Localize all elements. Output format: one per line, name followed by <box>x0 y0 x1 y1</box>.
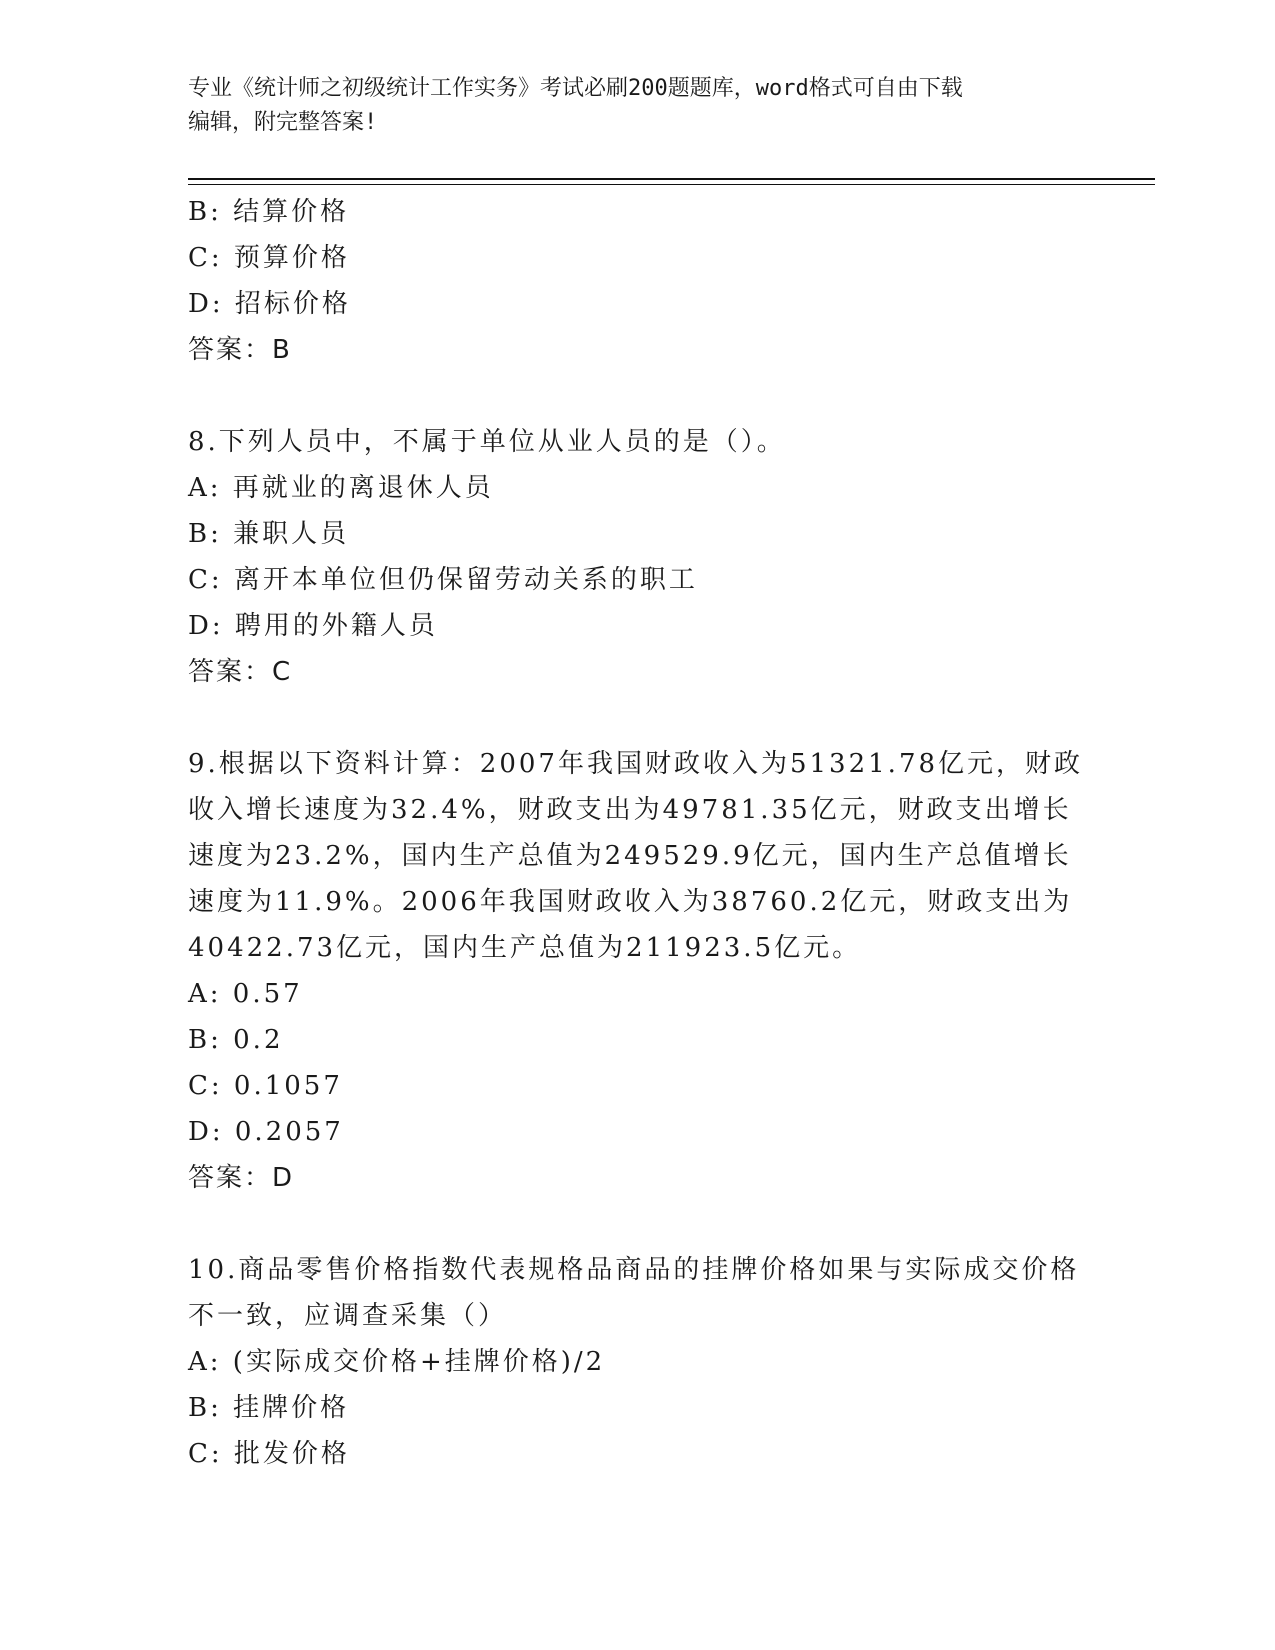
option-c: C: 预算价格 <box>188 243 350 273</box>
question-8 <box>188 419 1088 695</box>
header-line-2: 编辑，附完整答案! <box>188 110 378 135</box>
header-divider-thin <box>188 184 1155 185</box>
option-b: B: 兼职人员 <box>188 519 350 549</box>
question-stem-line: 40422.73亿元，国内生产总值为211923.5亿元。 <box>188 933 862 963</box>
question-stem-line: 不一致，应调查采集（） <box>188 1301 508 1331</box>
question-stem-line: 速度为23.2%，国内生产总值为249529.9亿元，国内生产总值增长 <box>188 841 1072 871</box>
answer-line: 答案：D <box>188 1163 295 1193</box>
option-b: B: 挂牌价格 <box>188 1393 350 1423</box>
question-stem-line: 9.根据以下资料计算：2007年我国财政收入为51321.78亿元，财政 <box>188 749 1084 779</box>
question-10 <box>188 1247 1088 1477</box>
question-stem-line: 10.商品零售价格指数代表规格品商品的挂牌价格如果与实际成交价格 <box>188 1255 1080 1285</box>
option-a: A: (实际成交价格+挂牌价格)/2 <box>188 1347 606 1377</box>
option-b: B: 结算价格 <box>188 197 350 227</box>
header-divider-thick <box>188 178 1155 180</box>
document-header <box>188 72 1088 140</box>
option-d: D: 招标价格 <box>188 289 351 319</box>
option-d: D: 聘用的外籍人员 <box>188 611 438 641</box>
option-c: C: 0.1057 <box>188 1071 343 1101</box>
question-stem-line: 收入增长速度为32.4%，财政支出为49781.35亿元，财政支出增长 <box>188 795 1072 825</box>
document-body <box>188 189 1088 1477</box>
answer-line: 答案：C <box>188 657 293 687</box>
question-stem-line: 8.下列人员中，不属于单位从业人员的是（）。 <box>188 427 786 457</box>
answer-line: 答案：B <box>188 335 292 365</box>
question-stem-line: 速度为11.9%。2006年我国财政收入为38760.2亿元，财政支出为 <box>188 887 1073 917</box>
option-a: A: 再就业的离退休人员 <box>188 473 494 503</box>
header-line-1: 专业《统计师之初级统计工作实务》考试必刷200题题库，word格式可自由下载 <box>188 76 963 101</box>
option-c: C: 离开本单位但仍保留劳动关系的职工 <box>188 565 698 595</box>
question-7-continued <box>188 189 1088 373</box>
option-d: D: 0.2057 <box>188 1117 344 1147</box>
option-c: C: 批发价格 <box>188 1439 350 1469</box>
option-a: A: 0.57 <box>188 979 303 1009</box>
option-b: B: 0.2 <box>188 1025 284 1055</box>
question-9 <box>188 741 1088 1201</box>
